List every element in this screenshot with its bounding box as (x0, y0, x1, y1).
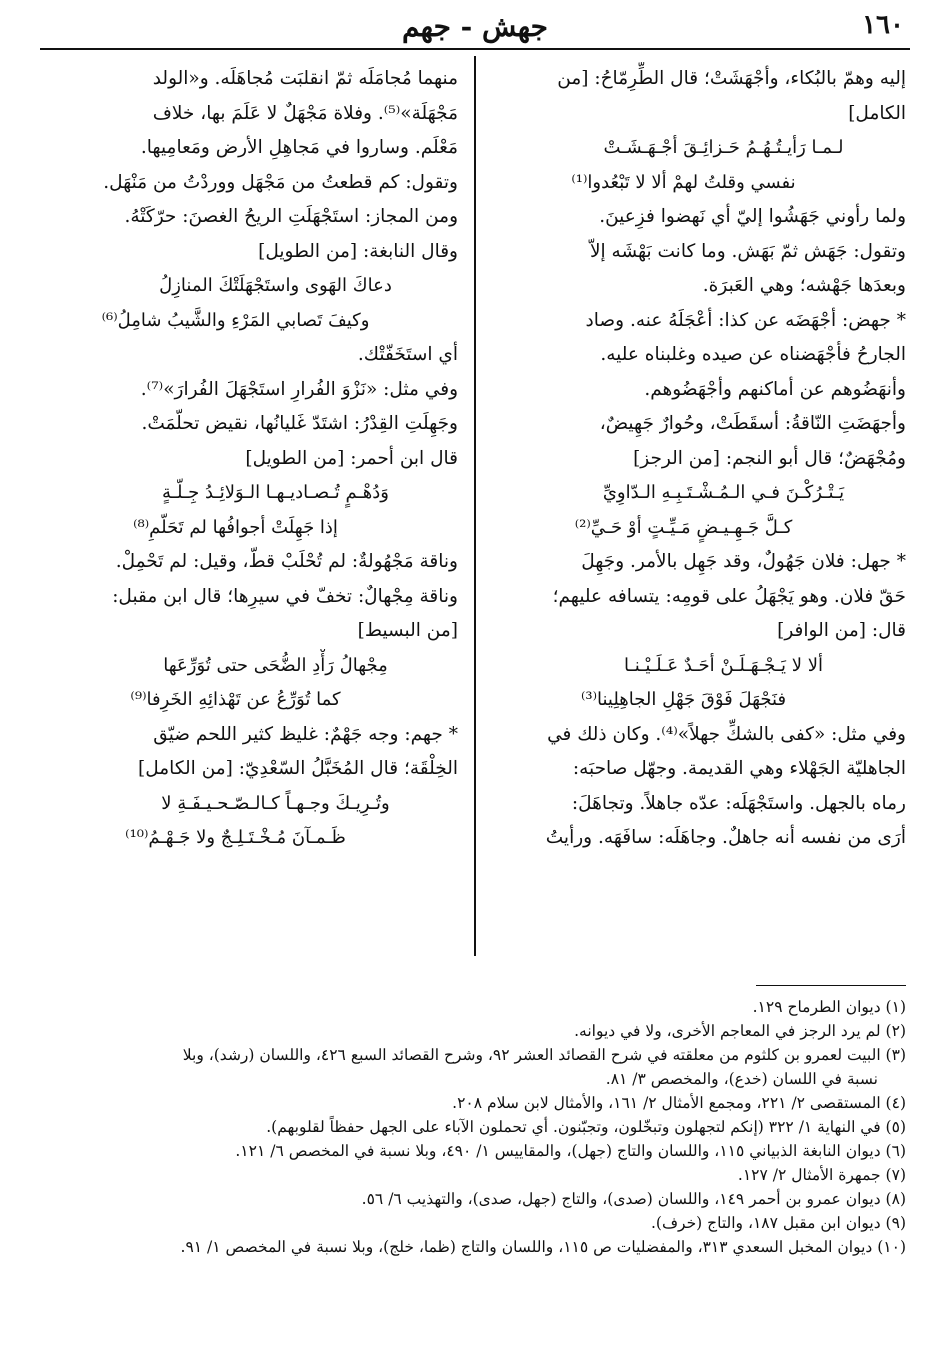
verse-line: فنَجْهَلَ فَوْقَ جَهْلِ الجاهِلِينا⁽³⁾ (580, 689, 787, 710)
verse-line: يَـتْـرُكْـنَ فـي الـمُـشْـتَـبِـهِ الـدّاوِيِّ (602, 482, 845, 503)
header-rule (40, 48, 910, 50)
verse-line: لـمـا رَأيـتُـهُـمُ حَـزائِـقَ أجْـهَـشَـتْ (603, 137, 844, 158)
footnote: (٨) ديوان عمرو بن أحمر ١٤٩، واللسان (صدى)، والتاج (جهل، صدى)، والتهذيب ٦/ ٥٦. (361, 1190, 906, 1208)
text-line: الجاهليّة الجَهْلاء وهي القديمة. وجهّل صاحبَه: (572, 758, 906, 779)
text-line: ومن المجاز: استَجْهَلَتِ الريحُ الغصنَ: حرّكَتْهُ. (124, 206, 458, 227)
text-line: الخِلْقَة؛ قال المُخَبَّلُ السّعْدِيّ: [من الكامل] (138, 758, 458, 779)
verse-line: وكيفَ تَصابي المَرْءِ والشَّيبُ شامِلُ⁽⁶⁾ (101, 309, 370, 331)
page-number: ١٦٠ (862, 10, 904, 40)
left-column (53, 62, 458, 952)
text-line: وقال النابغة: [من الطويل] (258, 240, 458, 262)
verse-line: نفسي وقلتُ لهمْ ألا لا تَبْعُدوا⁽¹⁾ (571, 171, 796, 193)
text-line: وبعدَها جَهْشه؛ وهي العَبرَة. (702, 275, 906, 296)
verse-line: دعاكَ الهَوى واستَجْهَلَتْكَ المنازِلُ (159, 275, 392, 296)
text-line: ومُجْهَضٌ؛ قال أبو النجم: [من الرجز] (633, 447, 906, 469)
verse-line: ألا لا يَـجْـهَـلَـنْ أحَـدٌ عَـلَـيْـنـا (623, 654, 824, 676)
footnotes (38, 995, 906, 1259)
text-line: ولما رأوني جَهَشُوا إليّ أي نَهضوا فزِعينَ. (599, 206, 906, 227)
text-line: وجَهِلَتِ القِدْرُ: اشتَدّ غَليانُها، نقيض تحلّمَتْ. (141, 413, 458, 434)
text-line: أرَى من نفسه أنه جاهلٌ. وجاهَلَه: سافَهَه. ورأيتُ (545, 827, 906, 848)
text-line: الكامل] (848, 102, 906, 124)
text-line: قال: [من الوافر] (777, 620, 906, 641)
footnote-rule (756, 985, 906, 986)
verse-line: مِجْهالُ رَأْدِ الضُّحَى حتى تُوَرِّعَها (163, 654, 388, 676)
text-line: وأنهَضُوهم عن أماكنهم وأجْهَضُوهم. (644, 378, 906, 400)
text-line: * جهم: وجه جَهْمٌ: غليظ كثير اللحم ضيّق (153, 723, 458, 745)
right-column (501, 62, 906, 952)
footnote: (٤) المستقصى ٢/ ٢٢١، ومجمع الأمثال ٢/ ١٦١، والأمثال لابن سلام ٢٠٨. (452, 1094, 906, 1112)
text-line: * جهض: أجْهَضَه عن كذا: أعْجَلَهُ عنه. وصاد (585, 309, 906, 331)
footnote-continuation: نسبة في اللسان (خدع)، والمخصص ٣/ ٨١. (605, 1070, 878, 1088)
footnote: (٥) في النهاية ١/ ٣٢٢ (إنكم لتجهلون وتبخّلون، وتجبّنون. أي تحملون الآباء على الجهل حفظاً لقلوبهم). (266, 1118, 906, 1136)
text-line: رماه بالجهل. واستَجْهَلَه: عدّه جاهلاً. وتجاهَلَ: (571, 792, 906, 814)
text-line: قال ابن أحمر: [من الطويل] (245, 447, 458, 469)
text-line: وتقول: كم قطعتُ من مَجْهَل ووردْتُ من مَنْهَل. (103, 171, 458, 193)
text-line: وفي مثل: «كفى بالشكِّ جهلاً»⁽⁴⁾. وكان ذلك في (547, 723, 906, 745)
text-line: مَعْلَم. وساروا في مَجاهِلِ الأرض ومَعامِيها. (140, 137, 458, 158)
text-line: وتقول: جَهَش ثمّ بَهَش. وما كانت بَهْشَه إلاّ (589, 240, 906, 262)
text-line: حَقّ فلان. وهو يَجْهَلُ على قومِه: يتسافه عليهم؛ (552, 585, 906, 607)
footnote: (٩) ديوان ابن مقبل ١٨٧، والتاج (خرف). (650, 1214, 906, 1232)
text-line: إليه وهمّ بالبُكاء، وأجْهَشَتْ؛ قال الطِّرِمّاحُ: [من (557, 68, 906, 89)
text-line: مَجْهَلَة»⁽⁵⁾. وفلاة مَجْهَلٌ لا عَلَمَ بها، خلاف (152, 102, 458, 124)
column-divider (474, 56, 476, 956)
verse-line: وَدُهْـمٍ تُـصـاديـهـا الـوَلائِـدُ جِـلّـةٍ (162, 482, 389, 503)
verse-line: إذا جَهِلَتْ أجوافُها لم تَحَلّمِ⁽⁸⁾ (133, 516, 338, 538)
text-line: أي استَخَفّتْك. (357, 344, 458, 365)
running-title: جهش - جهم (402, 10, 548, 43)
text-line: الجارحُ فأجْهَضناه عن صيده وغلبناه عليه. (600, 344, 906, 365)
footnote: (١٠) ديوان المخبل السعدي ٣١٣، والمفضليات ص ١١٥، واللسان والتاج (ظما، خلج)، وبلا نسبة في المخصص ١/ ٩١. (180, 1238, 906, 1256)
verse-line: ظَـمـآنَ مُـخْـتَـلِـجٌ ولا جَـهْـمُ⁽¹⁰⁾ (125, 827, 346, 848)
verse-line: كـلَّ جَـهِـيـضٍ مَـيِّـتٍ أوْ حَـيِّ⁽²⁾ (574, 516, 793, 538)
verse-line: كما تُوَرِّعُ عن تَهْذائِهِ الخَرِفا⁽⁹⁾ (130, 689, 341, 710)
footnote: (٣) البيت لعمرو بن كلثوم من معلقته في شرح القصائد العشر ٩٢، وشرح القصائد السبع ٤٢٦، واللسان (رشد)، وبلا (182, 1046, 906, 1064)
page-header (40, 8, 910, 46)
text-line: منهما مُجامَلَه ثمّ انقلبَت مُجاهَلَه. و«الولد (152, 68, 458, 89)
text-line: [من البسيط] (357, 620, 458, 641)
footnote: (١) ديوان الطرماح ١٢٩. (752, 998, 906, 1016)
text-line: وأجهَضَتِ النّاقةُ: أسقَطَتْ، وحُوارٌ جَهِيضٌ، (599, 413, 906, 434)
verse-line: وتُـرِيـكَ وجـهـاً كـالـصّـحـيـفَـةِ لا (161, 792, 390, 814)
footnote: (٦) ديوان النابغة الذبياني ١١٥، واللسان والتاج (جهل)، والمقاييس ١/ ٤٩٠، وبلا نسبة في المخصص ٦/ ١٢١. (235, 1142, 906, 1160)
text-line: وناقة مِجْهالٌ: تخفّ في سيرِها؛ قال ابن مقبل: (112, 585, 458, 607)
footnote: (٧) جمهرة الأمثال ٢/ ١٢٧. (737, 1166, 906, 1184)
text-line: وناقة مَجْهُولةٌ: لم تُحْلَبْ قطّ، وقيل: لم تَحْمِلْ. (115, 551, 458, 572)
text-line: وفي مثل: «نَزْوَ الفُرارِ استَجْهَلَ الفُرارَ»⁽⁷⁾. (140, 378, 458, 400)
text-line: * جهل: فلان جَهُولٌ، وقد جَهِل بالأمر. وجَهِلَ (581, 551, 906, 572)
footnote: (٢) لم يرد الرجز في المعاجم الأخرى، ولا في ديوانه. (574, 1022, 906, 1040)
